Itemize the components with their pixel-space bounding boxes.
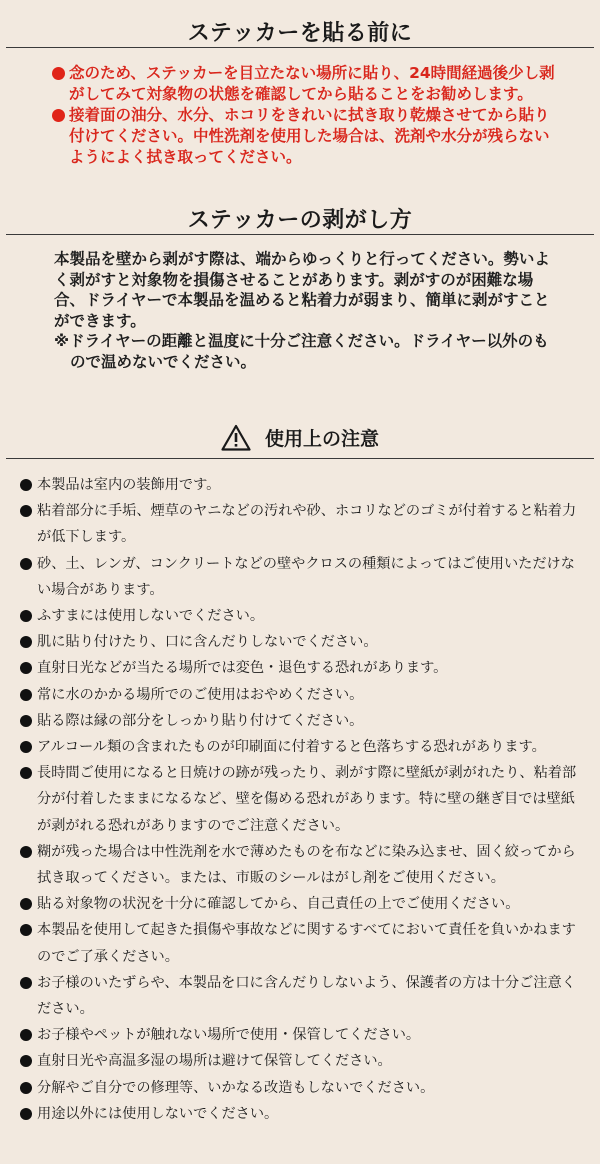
caution-item-text: ふすまには使用しないでください。 (37, 608, 265, 625)
bullet-icon (20, 662, 32, 674)
caution-item (18, 917, 586, 969)
caution-item (18, 891, 586, 917)
bullet-icon (20, 1029, 32, 1041)
bullet-icon (20, 689, 32, 701)
caution-item (18, 682, 586, 708)
caution-item (18, 970, 586, 1022)
bullet-icon (20, 505, 32, 517)
caution-item-text: 分解やご自分での修理等、いかなる改造もしないでください。 (37, 1079, 435, 1096)
bullet-icon (20, 1055, 32, 1067)
before-divider (6, 47, 594, 48)
bullet-icon (20, 741, 32, 753)
bullet-icon (20, 767, 32, 779)
caution-item (18, 839, 586, 891)
before-title: ステッカーを貼る前に (187, 21, 413, 46)
cautions-title: 使用上の注意 (264, 428, 379, 450)
cautions-header (0, 424, 600, 451)
bullet-icon (20, 636, 32, 648)
caution-item (18, 472, 586, 498)
before-item-text: 接着面の油分、水分、ホコリをきれいに拭き取り乾燥させてから貼り付けてください。中性洗剤を使用した場合は、洗剤や水分が残らないようによく拭き取ってください。 (69, 106, 550, 166)
peel-divider (6, 234, 594, 235)
caution-item-text: 粘着部分に手垢、煙草のヤニなどの汚れや砂、ホコリなどのゴミが付着すると粘着力が低下します。 (37, 503, 577, 546)
caution-item (18, 760, 586, 839)
caution-item-text: お子様やペットが触れない場所で使用・保管してください。 (37, 1027, 421, 1044)
caution-item (18, 603, 586, 629)
caution-item-text: 貼る際は縁の部分をしっかり貼り付けてください。 (37, 712, 364, 729)
caution-item-text: お子様のいたずらや、本製品を口に含んだりしないよう、保護者の方は十分ご注意ください。 (37, 974, 576, 1018)
cautions-divider (6, 458, 594, 459)
caution-item-text: 貼る対象物の状況を十分に確認してから、自己責任の上でご使用ください。 (37, 896, 520, 913)
caution-item (18, 708, 586, 734)
caution-item-text: 用途以外には使用しないでください。 (37, 1105, 279, 1122)
peel-text: 本製品を壁から剥がす際は、端からゆっくりと行ってください。勢いよく剥がすと対象物を損傷させることがあります。剥がすのが困難な場合、ドライヤーで本製品を温めると粘着力が弱まり、簡単に剥がすことができます。 (54, 250, 550, 330)
caution-item-text: 直射日光などが当たる場所では変色・退色する恐れがあります。 (37, 660, 448, 677)
caution-item-text: 糊が残った場合は中性洗剤を水で薄めたものを布などに染み込ませ、固く絞ってから拭き取ってください。または、市販のシールはがし剤をご使用ください。 (37, 843, 576, 887)
caution-item-text: 直射日光や高温多湿の場所は避けて保管してください。 (37, 1053, 392, 1070)
caution-item-text: 砂、土、レンガ、コンクリートなどの壁やクロスの種類によってはご使用いただけない場合があります。 (37, 555, 575, 598)
before-item (52, 63, 562, 105)
before-list (52, 63, 562, 168)
bullet-icon (20, 479, 32, 491)
bullet-icon (20, 924, 32, 936)
caution-item-text: 肌に貼り付けたり、口に含んだりしないでください。 (37, 634, 378, 651)
caution-item (18, 1101, 586, 1127)
peel-body (54, 249, 564, 372)
caution-item-text: 長時間ご使用になると日焼けの跡が残ったり、剥がす際に壁紙が剥がれたり、粘着部分が付着したままになるなど、壁を傷める恐れがあります。特に壁の継ぎ目では壁紙が剥がれる恐れがありますのでご注意ください。 (37, 765, 577, 834)
bullet-icon (20, 1108, 32, 1120)
caution-item-text: アルコール類の含まれたものが印刷面に付着すると色落ちする恐れがあります。 (37, 739, 546, 756)
bullet-icon (20, 977, 32, 989)
peel-title: ステッカーの剥がし方 (187, 208, 413, 233)
caution-item-text: 常に水のかかる場所でのご使用はおやめください。 (37, 686, 364, 703)
bullet-icon (20, 846, 32, 858)
bullet-icon (20, 1082, 32, 1094)
caution-item (18, 498, 586, 550)
caution-item (18, 1075, 586, 1101)
warning-triangle-icon (221, 424, 251, 451)
peel-note: ※ドライヤーの距離と温度に十分ご注意ください。ドライヤー以外のもので温めないでください。 (54, 332, 549, 371)
red-bullet-icon (52, 67, 65, 80)
caution-item (18, 1022, 586, 1048)
red-bullet-icon (52, 109, 65, 122)
caution-item-text: 本製品は室内の装飾用です。 (37, 477, 221, 493)
caution-item (18, 1048, 586, 1074)
caution-item (18, 655, 586, 681)
caution-item (18, 629, 586, 655)
bullet-icon (20, 558, 32, 570)
bullet-icon (20, 715, 32, 727)
caution-item (18, 551, 586, 603)
cautions-list (18, 472, 586, 1127)
bullet-icon (20, 898, 32, 910)
caution-item (18, 734, 586, 760)
before-item-text: 念のため、ステッカーを目立たない場所に貼り、24時間経過後少し剥がしてみて対象物の状態を確認してから貼ることをお勧めします。 (69, 64, 555, 103)
caution-item-text: 本製品を使用して起きた損傷や事故などに関するすべてにおいて責任を負いかねますのでご了承ください。 (37, 922, 576, 965)
bullet-icon (20, 610, 32, 622)
before-item (52, 105, 562, 168)
